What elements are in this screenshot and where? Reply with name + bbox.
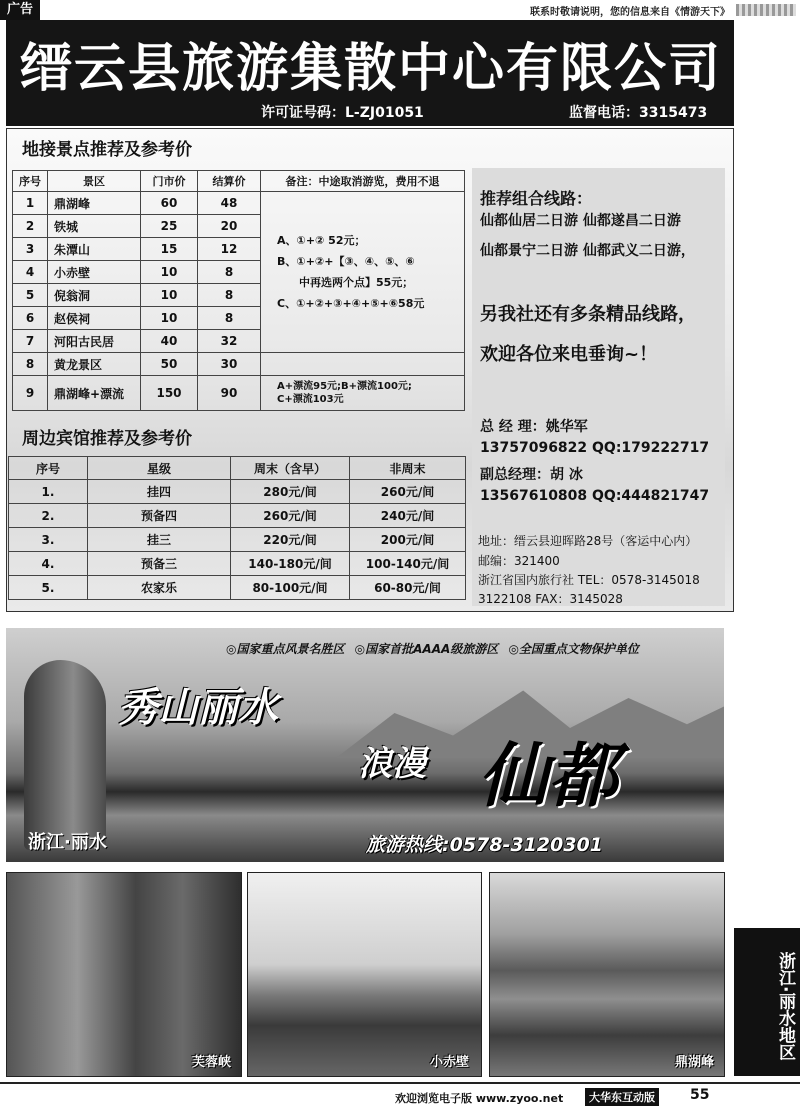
col-note: 备注：中途取消游览，费用不退	[261, 171, 465, 192]
row-name: 小赤壁	[48, 261, 141, 284]
row-weekday: 240元/间	[350, 504, 466, 528]
photo-xiaochibi	[247, 872, 482, 1077]
cliff-rock	[24, 660, 106, 850]
col-no: 序号	[13, 171, 48, 192]
fax-number: 3122108 FAX：3145028	[478, 592, 623, 606]
col-no: 序号	[9, 457, 88, 480]
footer-brand: 大华东互动版	[585, 1088, 659, 1106]
row-settle: 48	[198, 192, 261, 215]
row-name: 铁城	[48, 215, 141, 238]
col-weekday: 非周末	[350, 457, 466, 480]
row-no: 1.	[9, 480, 88, 504]
header-banner	[6, 20, 734, 126]
row-no: 3	[13, 238, 48, 261]
row-price: 10	[141, 261, 198, 284]
rafting-c: C+漂流103元	[277, 394, 344, 405]
col-scenic: 景区	[48, 171, 141, 192]
row-settle: 32	[198, 330, 261, 353]
table-row	[13, 376, 465, 411]
combo-a: A、①+② 52元；	[277, 234, 366, 247]
col-price: 门市价	[141, 171, 198, 192]
banner-honors: ◎国家重点风景名胜区 ◎国家首批AAAA级旅游区 ◎全国重点文物保护单位	[226, 642, 639, 656]
vice-manager-name: 副总经理：胡 冰	[480, 467, 583, 483]
row-no: 6	[13, 307, 48, 330]
row-star: 挂四	[88, 480, 231, 504]
col-star: 星级	[88, 457, 231, 480]
photo-caption: 小赤壁	[429, 1055, 469, 1070]
row-price: 10	[141, 307, 198, 330]
manager-name: 总 经 理：姚华军	[480, 419, 588, 435]
postcode: 邮编：321400	[478, 554, 560, 568]
route-line-1: 仙都仙居二日游 仙都遂昌二日游	[480, 213, 681, 229]
combo-b-cont: 中再选两个点】55元；	[299, 276, 414, 289]
address: 地址：缙云县迎晖路28号（客运中心内）	[478, 534, 698, 548]
row-weekend: 140-180元/间	[231, 552, 350, 576]
row-price: 10	[141, 284, 198, 307]
table-header-row	[13, 171, 465, 192]
banner-calligraphy: 仙都	[478, 735, 618, 817]
row-no: 3.	[9, 528, 88, 552]
scenic-section-title: 地接景点推荐及参考价	[22, 140, 192, 160]
combo-notes	[261, 192, 465, 353]
banner-hotline: 旅游热线:0578-3120301	[366, 834, 603, 856]
row-settle: 12	[198, 238, 261, 261]
manager-contact: 13757096822 QQ:179222717	[480, 440, 710, 456]
top-note: 联系时敬请说明，您的信息来自《情游天下》	[530, 7, 730, 18]
row-no: 7	[13, 330, 48, 353]
row-no: 5.	[9, 576, 88, 600]
table-row	[9, 552, 466, 576]
table-row	[9, 504, 466, 528]
row-name: 朱潭山	[48, 238, 141, 261]
promo-line-2: 欢迎各位来电垂询~！	[480, 344, 658, 365]
row-weekday: 100-140元/间	[350, 552, 466, 576]
row-name: 河阳古民居	[48, 330, 141, 353]
table-row	[9, 528, 466, 552]
scenery-banner	[6, 628, 724, 862]
table-row	[9, 480, 466, 504]
rafting-notes	[261, 376, 465, 411]
row-name: 倪翁洞	[48, 284, 141, 307]
row-price: 25	[141, 215, 198, 238]
row-price: 15	[141, 238, 198, 261]
info-panel	[472, 168, 725, 606]
row-settle: 90	[198, 376, 261, 411]
row-price: 60	[141, 192, 198, 215]
row-weekday: 200元/间	[350, 528, 466, 552]
photo-dinghu-peak	[489, 872, 725, 1077]
banner-slogan-1: 秀山丽水	[118, 685, 278, 731]
row-no: 1	[13, 192, 48, 215]
row-star: 预备四	[88, 504, 231, 528]
rafting-ab: A+漂流95元;B+漂流100元;	[277, 381, 412, 392]
photo-furong-gorge	[6, 872, 242, 1077]
row-no: 2.	[9, 504, 88, 528]
row-price: 50	[141, 353, 198, 376]
row-weekend: 80-100元/间	[231, 576, 350, 600]
row-settle: 8	[198, 307, 261, 330]
row-weekend: 220元/间	[231, 528, 350, 552]
table-header-row	[9, 457, 466, 480]
row-weekday: 260元/间	[350, 480, 466, 504]
combo-b: B、①+②+【③、④、⑤、⑥	[277, 255, 415, 268]
footer-website: 欢迎浏览电子版 www.zyoo.net	[395, 1092, 564, 1105]
row-weekend: 280元/间	[231, 480, 350, 504]
row-no: 2	[13, 215, 48, 238]
routes-title: 推荐组合线路：	[480, 189, 593, 208]
photo-caption: 芙蓉峡	[191, 1055, 231, 1070]
footer-divider	[0, 1082, 800, 1084]
table-row	[13, 192, 465, 215]
photo-caption: 鼎湖峰	[674, 1055, 714, 1070]
row-star: 挂三	[88, 528, 231, 552]
row-no: 8	[13, 353, 48, 376]
route-line-2: 仙都景宁二日游 仙都武义二日游，	[480, 243, 695, 259]
row-no: 4.	[9, 552, 88, 576]
hotel-section-title: 周边宾馆推荐及参考价	[22, 429, 192, 449]
row-star: 预备三	[88, 552, 231, 576]
row-price: 40	[141, 330, 198, 353]
row-settle: 8	[198, 284, 261, 307]
supervision-hotline: 监督电话：3315473	[569, 105, 708, 121]
row-settle: 20	[198, 215, 261, 238]
row-weekday: 60-80元/间	[350, 576, 466, 600]
hotel-price-table	[8, 456, 466, 600]
col-settle: 结算价	[198, 171, 261, 192]
promo-line-1: 另我社还有多条精品线路，	[480, 304, 696, 325]
row-no: 5	[13, 284, 48, 307]
scenic-price-table	[12, 170, 465, 411]
row-settle: 8	[198, 261, 261, 284]
banner-slogan-2: 浪漫	[358, 744, 426, 784]
region-side-tab: 浙江·丽水地区	[734, 928, 800, 1076]
row-name: 鼎湖峰+漂流	[48, 376, 141, 411]
banner-location: 浙江·丽水	[28, 832, 107, 853]
combo-c: C、①+②+③+④+⑤+⑥58元	[277, 297, 425, 310]
row-weekend: 260元/间	[231, 504, 350, 528]
row-no: 9	[13, 376, 48, 411]
row-name: 黄龙景区	[48, 353, 141, 376]
table-row	[9, 576, 466, 600]
row-price: 150	[141, 376, 198, 411]
agency-telephone: 浙江省国内旅行社 TEL：0578-3145018	[478, 573, 700, 587]
license-number: 许可证号码：L-ZJ01051	[261, 105, 424, 121]
table-row	[13, 353, 465, 376]
row-star: 农家乐	[88, 576, 231, 600]
top-decoration	[736, 4, 796, 16]
row-name: 鼎湖峰	[48, 192, 141, 215]
note-empty	[261, 353, 465, 376]
row-no: 4	[13, 261, 48, 284]
col-weekend: 周末（含早）	[231, 457, 350, 480]
company-name: 缙云县旅游集散中心有限公司	[20, 39, 723, 99]
ad-tag: 广告	[0, 0, 40, 20]
vice-manager-contact: 13567610808 QQ:444821747	[480, 488, 710, 504]
page-number: 55	[690, 1087, 710, 1103]
row-name: 赵侯祠	[48, 307, 141, 330]
row-settle: 30	[198, 353, 261, 376]
